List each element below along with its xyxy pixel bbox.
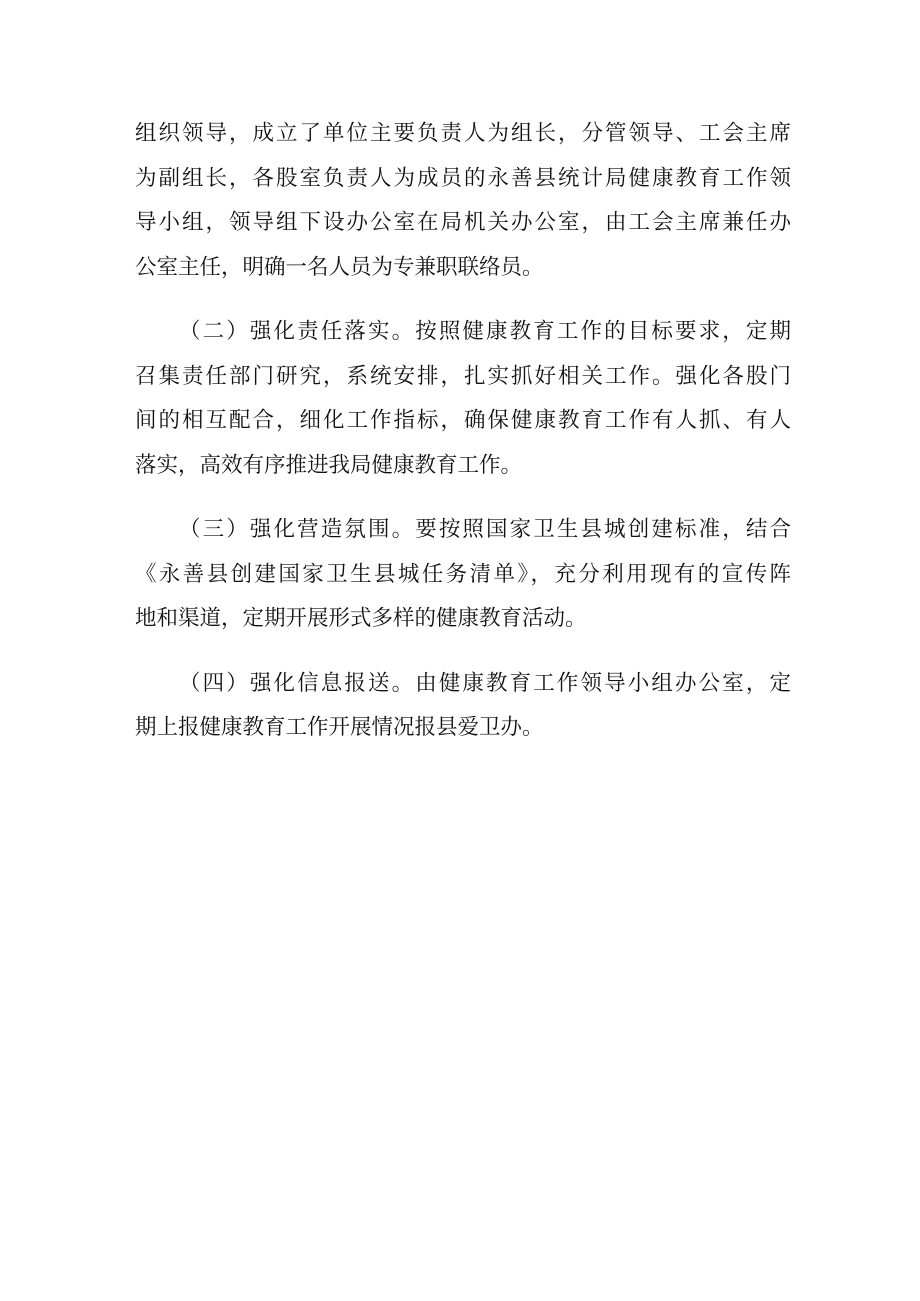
document-body bbox=[135, 112, 791, 751]
paragraph-atmosphere bbox=[135, 508, 791, 642]
text-line: 地和渠道，定期开展形式多样的健康教育活动。 bbox=[135, 606, 587, 631]
paragraph-reporting bbox=[135, 662, 791, 751]
text-line: 间的相互配合，细化工作指标，确保健康教育工作有人抓、有人 bbox=[135, 408, 791, 433]
text-line: 落实，高效有序推进我局健康教育工作。 bbox=[135, 452, 523, 478]
paragraph-organization bbox=[135, 112, 791, 290]
text-line: 为副组长，各股室负责人为成员的永善县统计局健康教育工作领 bbox=[135, 165, 791, 191]
text-line: （三）强化营造氛围。要按照国家卫生县城创建标准，结合 bbox=[179, 517, 791, 542]
paragraph-responsibility bbox=[135, 310, 791, 488]
text-line: 期上报健康教育工作开展情况报县爱卫办。 bbox=[135, 715, 544, 740]
text-line: 导小组，领导组下设办公室在局机关办公室，由工会主席兼任办 bbox=[135, 210, 791, 235]
text-line: （四）强化信息报送。由健康教育工作领导小组办公室，定 bbox=[179, 670, 791, 696]
text-line: 召集责任部门研究，系统安排，扎实抓好相关工作。强化各股门 bbox=[135, 363, 791, 389]
text-line: 《永善县创建国家卫生县城任务清单》，充分利用现有的宣传阵 bbox=[135, 561, 791, 587]
text-line: 组织领导，成立了单位主要负责人为组长，分管领导、工会主席 bbox=[135, 121, 791, 146]
text-line: 公室主任，明确一名人员为专兼职联络员。 bbox=[135, 254, 544, 280]
text-line: （二）强化责任落实。按照健康教育工作的目标要求，定期 bbox=[179, 319, 791, 344]
